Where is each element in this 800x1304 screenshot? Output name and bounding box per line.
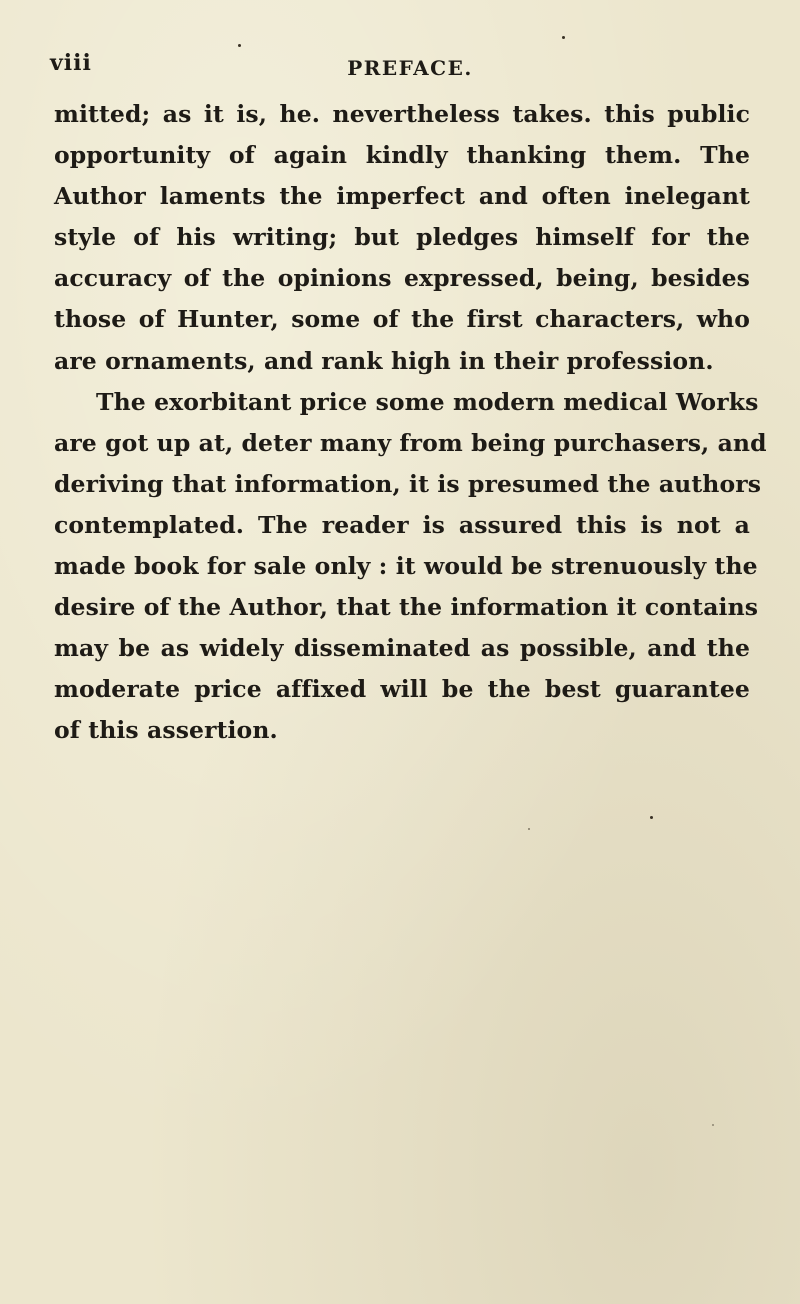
- text-line: contemplated. The reader is assured this is not a: [54, 510, 750, 539]
- text-line: may be as widely disseminated as possible, and the: [54, 634, 750, 663]
- paper-speck: [528, 828, 530, 830]
- body-text: [54, 94, 767, 752]
- text-line: mitted; as it is, he. nevertheless takes. this public: [54, 100, 750, 128]
- paper-speck: [562, 36, 565, 39]
- text-line: style of his writing; but pledges himself for the: [54, 223, 750, 252]
- text-line: desire of the Author, that the information it contains: [54, 593, 759, 622]
- text-line: those of Hunter, some of the first characters, who: [54, 305, 750, 334]
- text-line: accuracy of the opinions expressed, being, besides: [54, 264, 750, 293]
- text-line: moderate price affixed will be the best guarantee: [54, 675, 750, 704]
- text-line: of this assertion.: [54, 716, 278, 745]
- paper-speck: [650, 816, 653, 819]
- page-header: [50, 48, 740, 88]
- text-line: deriving that information, it is presumed the authors: [54, 469, 762, 498]
- text-line: opportunity of again kindly thanking them. The: [54, 141, 750, 170]
- text-line: Author laments the imperfect and often inelegant: [54, 182, 750, 211]
- paragraph-start-line: The exorbitant price some modern medical Works: [96, 387, 759, 416]
- text-line: are ornaments, and rank high in their profession.: [54, 346, 714, 375]
- paper-speck: [238, 44, 241, 47]
- text-line: are got up at, deter many from being purchasers, and: [54, 428, 767, 457]
- text-line: made book for sale only : it would be strenuously the: [54, 552, 758, 581]
- running-title: PREFACE.: [347, 56, 473, 80]
- page-number: viii: [50, 50, 92, 76]
- paper-speck: [712, 1124, 714, 1126]
